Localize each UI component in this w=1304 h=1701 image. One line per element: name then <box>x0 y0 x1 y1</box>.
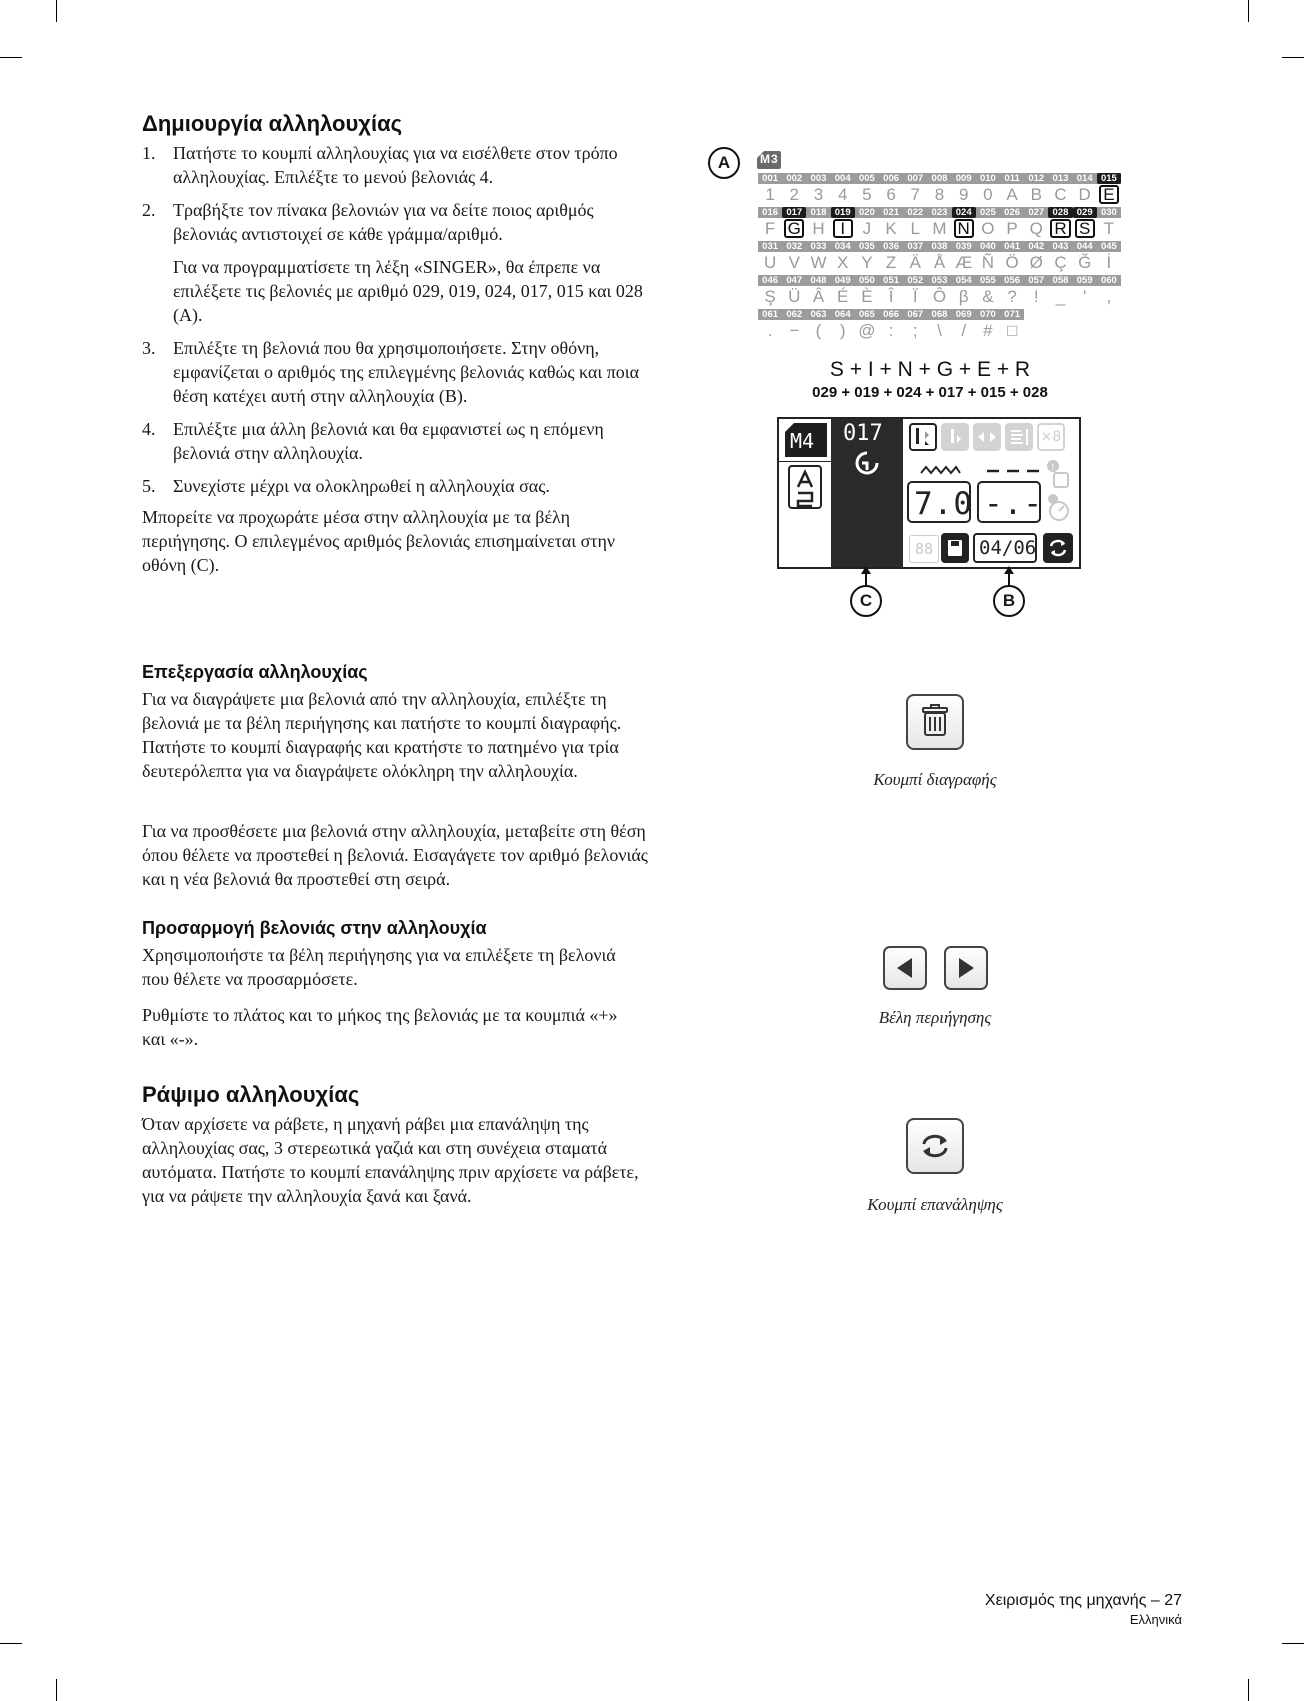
stitch-char: Æ <box>955 253 973 272</box>
width-symbol-icon <box>919 463 961 477</box>
step-item <box>142 474 662 498</box>
stitch-char: F <box>764 219 776 238</box>
crop-mark <box>1248 1679 1249 1701</box>
stitch-number-label: 038 <box>931 241 948 252</box>
stitch-number-label: 049 <box>834 275 851 286</box>
stitch-number-label: 044 <box>1076 241 1093 252</box>
stitch-char: Â <box>812 287 825 306</box>
stitch-char: Z <box>885 253 897 272</box>
stitch-number-label: 006 <box>883 173 900 184</box>
sew-paragraph: Όταν αρχίσετε να ράβετε, η μηχανή ράβει μια επανάληψη της αλληλουχίας σας, 3 στερεωτικά γαζιά και στη συνέχεια σταματά αυτόματα. Πατήστε το κουμπί επανάληψης πριν αρχίσετε να ράβετε, για να ράψετε την αλληλουχία ξανά και ξανά. <box>142 1114 639 1206</box>
stitch-number-label: 010 <box>979 173 996 184</box>
arrow-left-icon <box>885 948 925 988</box>
stitch-number-label: 021 <box>883 207 900 218</box>
stitch-char: Ç <box>1054 253 1067 272</box>
stitch-number-label: 041 <box>1004 241 1021 252</box>
stitch-number-label: 040 <box>979 241 996 252</box>
stitch-number-label: 030 <box>1100 207 1117 218</box>
stitch-char: Å <box>933 253 946 272</box>
footer-language: Ελληνικά <box>1129 1612 1182 1627</box>
stitch-char: T <box>1103 219 1115 238</box>
step-item <box>142 141 662 189</box>
stitch-number-label: 063 <box>810 309 827 320</box>
length-symbol-icon <box>985 467 1041 475</box>
save-icon <box>941 533 969 563</box>
note-paragraph: Μπορείτε να προχωράτε μέσα στην αλληλουχία με τα βέλη περιήγησης. Ο επιλεγμένος αριθμός βελονιάς επισημαίνεται στην οθόνη (C). <box>142 507 616 575</box>
stitch-number-label: 036 <box>883 241 900 252</box>
stitch-char: / <box>961 321 967 340</box>
stitch-number-label: 057 <box>1028 275 1045 286</box>
step-item <box>142 198 662 246</box>
placeholder-digits: 88 <box>909 535 939 563</box>
step-text: Επιλέξτε τη βελονιά που θα χρησιμοποιήσετε. Στην οθόνη, εμφανίζεται ο αριθμός της επιλεγμένης βελονιάς καθώς και ποια θέση κατέχει αυτή στην αλληλουχία (B). <box>173 338 640 406</box>
needle-stop-icon <box>941 423 969 451</box>
stitch-char: M <box>932 219 947 238</box>
stitch-char: J <box>862 219 872 238</box>
stitch-number-label: 011 <box>1004 173 1020 184</box>
stitch-number-label: 059 <box>1076 275 1093 286</box>
stitch-number-label: 052 <box>907 275 924 286</box>
stitch-char: A <box>1006 185 1018 204</box>
stitch-char: E <box>1099 185 1119 204</box>
delete-caption: Κουμπί διαγραφής <box>873 770 997 789</box>
crop-mark <box>1282 57 1304 58</box>
stitch-number-label: 047 <box>786 275 803 286</box>
stitch-number-label: 018 <box>810 207 827 218</box>
stitch-char: V <box>788 253 800 272</box>
stitch-number-label: 046 <box>762 275 779 286</box>
stitch-char: 5 <box>862 185 872 204</box>
stitch-number-label: 022 <box>907 207 924 218</box>
stitch-number-label: 004 <box>834 173 851 184</box>
stitch-number-label: 055 <box>979 275 996 286</box>
lcd-stitch-panel <box>831 419 903 567</box>
stitch-char: 8 <box>934 185 945 204</box>
stitch-char: β <box>958 287 969 306</box>
needle-position-icon <box>909 423 937 451</box>
step-number: 5. <box>142 476 156 496</box>
step-text: Επιλέξτε μια άλλη βελονιά και θα εμφανιστεί ως η επόμενη βελονιά στην αλληλουχία. <box>173 419 604 463</box>
repeat-caption: Κουμπί επανάληψης <box>867 1195 1003 1214</box>
stitch-number-label: 069 <box>955 309 972 320</box>
stitch-char: 4 <box>837 185 848 204</box>
width-value: 7.0 <box>914 486 973 522</box>
stitch-number-label: 060 <box>1100 275 1117 286</box>
stitch-number-label: 008 <box>931 173 948 184</box>
stitch-char: − <box>789 321 800 340</box>
crop-mark <box>1248 0 1249 22</box>
adjust-paragraph-2: Ρυθμίστε το πλάτος και το μήκος της βελονιάς με τα κουμπιά «+» και «-». <box>142 1005 618 1049</box>
stitch-number-label: 032 <box>786 241 803 252</box>
stitch-number-label: 034 <box>834 241 851 252</box>
stitch-number-label: 056 <box>1004 275 1021 286</box>
stitch-char: Ä <box>909 253 921 272</box>
stitch-number-label: 053 <box>931 275 948 286</box>
stitch-number-label: 007 <box>907 173 924 184</box>
stitch-number-label: 062 <box>786 309 803 320</box>
step-number: 3. <box>142 338 156 358</box>
stitch-char: , <box>1106 287 1112 306</box>
section-title-edit: Επεξεργασία αλληλουχίας <box>142 662 368 682</box>
stitch-char: 3 <box>813 185 824 204</box>
step-number: 2. <box>142 200 156 220</box>
stitch-number-label: 013 <box>1052 173 1069 184</box>
step-item <box>142 255 662 327</box>
stitch-number-label: 005 <box>858 173 875 184</box>
stitch-number-label: 070 <box>979 309 996 320</box>
stitch-char: O <box>981 219 995 238</box>
step-text: Για να προγραμματίσετε τη λέξη «SINGER», θα έπρεπε να επιλέξετε τις βελονιές με αριθμό 029, 019, 024, 017, 015 και 028 (A). <box>173 257 643 325</box>
stitch-chart <box>758 173 1121 345</box>
stitch-number-label: 025 <box>979 207 996 218</box>
section-title-adjust: Προσαρμογή βελονιάς στην αλληλουχία <box>142 918 487 938</box>
stitch-number-label: 048 <box>810 275 827 286</box>
stitch-number-label: 067 <box>907 309 924 320</box>
edit-paragraph-1: Για να διαγράψετε μια βελονιά από την αλληλουχία, επιλέξτε τη βελονιά με τα βέλη περιήγησης και πατήστε το κουμπί διαγραφής. Πατήστε το κουμπί διαγραφής και κρατήστε το πατημένο για τρία δευτερόλεπτα για να διαγράψετε ολόκληρη την αλληλουχία. <box>142 689 622 781</box>
stitch-char: & <box>982 287 994 306</box>
edit-paragraph-2: Για να προσθέσετε μια βελονιά στην αλληλουχία, μεταβείτε στη θέση όπου θέλετε να προστεθεί η βελονιά. Εισαγάγετε τον αριθμό βελονιάς και η νέα βελονιά θα προστεθεί στη σειρά. <box>142 821 648 889</box>
sequence-position: 04/06 <box>979 537 1037 559</box>
stitch-number-label: 054 <box>955 275 972 286</box>
lcd-menu-indicator <box>785 423 827 457</box>
stitch-char: È <box>861 287 873 306</box>
crop-mark <box>56 0 57 22</box>
stitch-char: : <box>888 321 894 340</box>
stitch-number-label: 003 <box>810 173 827 184</box>
stitch-number-label: 065 <box>858 309 875 320</box>
stitch-number-label: 028 <box>1048 207 1072 218</box>
callout-c: C <box>850 585 882 617</box>
stitch-number-label: 033 <box>810 241 827 252</box>
callout-b-arrow <box>1008 572 1010 586</box>
stitch-char: ; <box>912 321 918 340</box>
section-title-create: Δημιουργία αλληλουχίας <box>142 111 403 136</box>
menu-badge <box>757 151 781 169</box>
repeat-button[interactable] <box>906 1118 964 1174</box>
length-value: -.- <box>984 486 1043 522</box>
stitch-char: 6 <box>886 185 896 204</box>
stitch-number-label: 019 <box>831 207 855 218</box>
arrow-right-icon <box>946 948 986 988</box>
speed-icon <box>1045 493 1071 523</box>
stitch-number-label: 066 <box>883 309 900 320</box>
stitch-number-label: 064 <box>834 309 851 320</box>
stitch-char: ! <box>1033 287 1039 306</box>
length-display <box>977 481 1041 523</box>
stitch-number-label: 058 <box>1052 275 1069 286</box>
stitch-char: Ö <box>1005 253 1019 272</box>
step-number: 4. <box>142 419 156 439</box>
arrow-right-button[interactable] <box>944 946 988 990</box>
stitch-char: ? <box>1007 287 1017 306</box>
stitch-number-label: 045 <box>1100 241 1117 252</box>
stitch-char: Y <box>861 253 873 272</box>
step-item <box>142 417 662 465</box>
stitch-char: P <box>1006 219 1018 238</box>
steps-list <box>142 141 662 507</box>
delete-button[interactable] <box>906 694 964 750</box>
multiplier-icon: ×8 <box>1037 423 1065 451</box>
step-number: 1. <box>142 143 156 163</box>
stitch-number-label: 061 <box>762 309 779 320</box>
adjust-paragraph-1: Χρησιμοποιήστε τα βέλη περιήγησης για να επιλέξετε τη βελονιά που θέλετε να προσαρμόσετε. <box>142 945 616 989</box>
trash-icon <box>908 696 962 748</box>
stitch-number-label: 050 <box>858 275 875 286</box>
elongation-icon <box>1005 423 1033 451</box>
stitch-number-label: 035 <box>858 241 875 252</box>
stitch-char: 9 <box>958 185 969 204</box>
step-text: Συνεχίστε μέχρι να ολοκληρωθεί η αλληλουχία σας. <box>173 476 550 496</box>
callout-a: A <box>708 147 740 179</box>
stitch-char: # <box>983 321 993 340</box>
stitch-number-label: 020 <box>858 207 875 218</box>
lcd-stitch-number: 017 <box>843 421 883 446</box>
stitch-char: Î <box>888 287 894 306</box>
stitch-number-label: 014 <box>1076 173 1093 184</box>
stitch-number-label: 024 <box>952 207 976 218</box>
stitch-char: B <box>1030 185 1042 204</box>
lcd-menu-label: M4 <box>790 429 815 453</box>
stitch-number-label: 042 <box>1028 241 1045 252</box>
stitch-char: @ <box>858 321 876 340</box>
stitch-char: Ğ <box>1078 253 1092 272</box>
stitch-char: W <box>810 253 827 272</box>
section-title-sew: Ράψιμο αλληλουχίας <box>142 1082 360 1107</box>
stitch-char: ( <box>815 321 822 340</box>
stitch-number-label: 023 <box>931 207 948 218</box>
step-item <box>142 336 662 408</box>
stitch-char: 2 <box>789 185 800 204</box>
callout-c-arrow <box>865 572 867 586</box>
stitch-number-label: 015 <box>1097 173 1121 184</box>
mirror-icon <box>973 423 1001 451</box>
stitch-char: N <box>954 219 974 238</box>
stitch-char: K <box>885 219 897 238</box>
step-text: Πατήστε το κουμπί αλληλουχίας για να εισέλθετε στον τρόπο αλληλουχίας. Επιλέξτε το μενού βελονιάς 4. <box>173 143 618 187</box>
crop-mark <box>1282 1643 1304 1644</box>
stitch-number-label: 039 <box>955 241 972 252</box>
stitch-char: Ï <box>912 287 918 306</box>
stitch-char: _ <box>1055 287 1066 306</box>
stitch-char: Ô <box>932 287 947 306</box>
stitch-char: H <box>812 219 825 238</box>
stitch-number-label: 071 <box>1004 309 1021 320</box>
stitch-char: I <box>833 219 853 238</box>
svg-text:!: ! <box>1051 463 1055 473</box>
info-icon <box>1045 459 1071 489</box>
stitch-char: D <box>1078 185 1091 204</box>
stitch-number-label: 029 <box>1073 207 1097 218</box>
crop-mark <box>0 57 22 58</box>
stitch-number-label: 027 <box>1028 207 1045 218</box>
footer-chapter: Χειρισμός της μηχανής – 27 <box>984 1592 1182 1609</box>
stitch-char: L <box>910 219 921 238</box>
stitch-char: X <box>837 253 849 272</box>
stitch-number-label: 009 <box>955 173 972 184</box>
stitch-number-label: 043 <box>1052 241 1069 252</box>
stitch-char: ' <box>1083 287 1087 306</box>
stitch-char: C <box>1054 185 1067 204</box>
step-text: Τραβήξτε τον πίνακα βελονιών για να δείτε ποιος αριθμός βελονιάς αντιστοιχεί σε κάθε γράμμα/αριθμό. <box>173 200 594 244</box>
alphabet-icon <box>788 465 822 509</box>
stitch-char: S <box>1075 219 1095 238</box>
stitch-symbol-icon <box>852 450 882 476</box>
number-line: 029 + 019 + 024 + 017 + 015 + 028 <box>812 384 1048 401</box>
stitch-number-label: 012 <box>1028 173 1045 184</box>
word-line: S + I + N + G + E + R <box>829 358 1031 381</box>
stitch-number-label: 037 <box>907 241 924 252</box>
width-display <box>907 481 971 523</box>
repeat-indicator-icon <box>1043 533 1073 563</box>
stitch-number-label: 017 <box>782 207 806 218</box>
stitch-number-label: 031 <box>762 241 779 252</box>
stitch-number-label: 051 <box>883 275 900 286</box>
arrows-caption: Βέλη περιήγησης <box>878 1008 992 1027</box>
callout-b: B <box>993 585 1025 617</box>
stitch-char: ) <box>839 321 846 340</box>
stitch-number-label: 001 <box>762 173 779 184</box>
stitch-char: □ <box>1006 321 1018 340</box>
stitch-char: İ <box>1106 253 1112 272</box>
sequence-position-display <box>973 533 1037 563</box>
stitch-char: R <box>1050 219 1070 238</box>
stitch-char: \ <box>937 321 942 340</box>
crop-mark <box>0 1643 22 1644</box>
stitch-char: Q <box>1029 219 1043 238</box>
stitch-char: Ü <box>788 287 801 306</box>
stitch-char: G <box>784 219 804 238</box>
stitch-char: 0 <box>983 185 993 204</box>
stitch-char: 7 <box>910 185 921 204</box>
stitch-char: Ø <box>1029 253 1043 272</box>
stitch-char: Ñ <box>981 253 995 272</box>
arrow-left-button[interactable] <box>883 946 927 990</box>
stitch-char: 1 <box>765 185 775 204</box>
repeat-icon <box>908 1120 962 1172</box>
stitch-char: U <box>763 253 777 272</box>
menu-badge-label: M3 <box>760 152 779 166</box>
crop-mark <box>56 1679 57 1701</box>
stitch-number-label: 016 <box>762 207 779 218</box>
stitch-char: É <box>837 287 849 306</box>
stitch-char: Ş <box>764 287 776 306</box>
stitch-number-label: 002 <box>786 173 803 184</box>
stitch-char: . <box>767 321 773 340</box>
stitch-number-label: 026 <box>1004 207 1021 218</box>
stitch-number-label: 068 <box>931 309 948 320</box>
lcd-screen <box>777 417 1081 569</box>
